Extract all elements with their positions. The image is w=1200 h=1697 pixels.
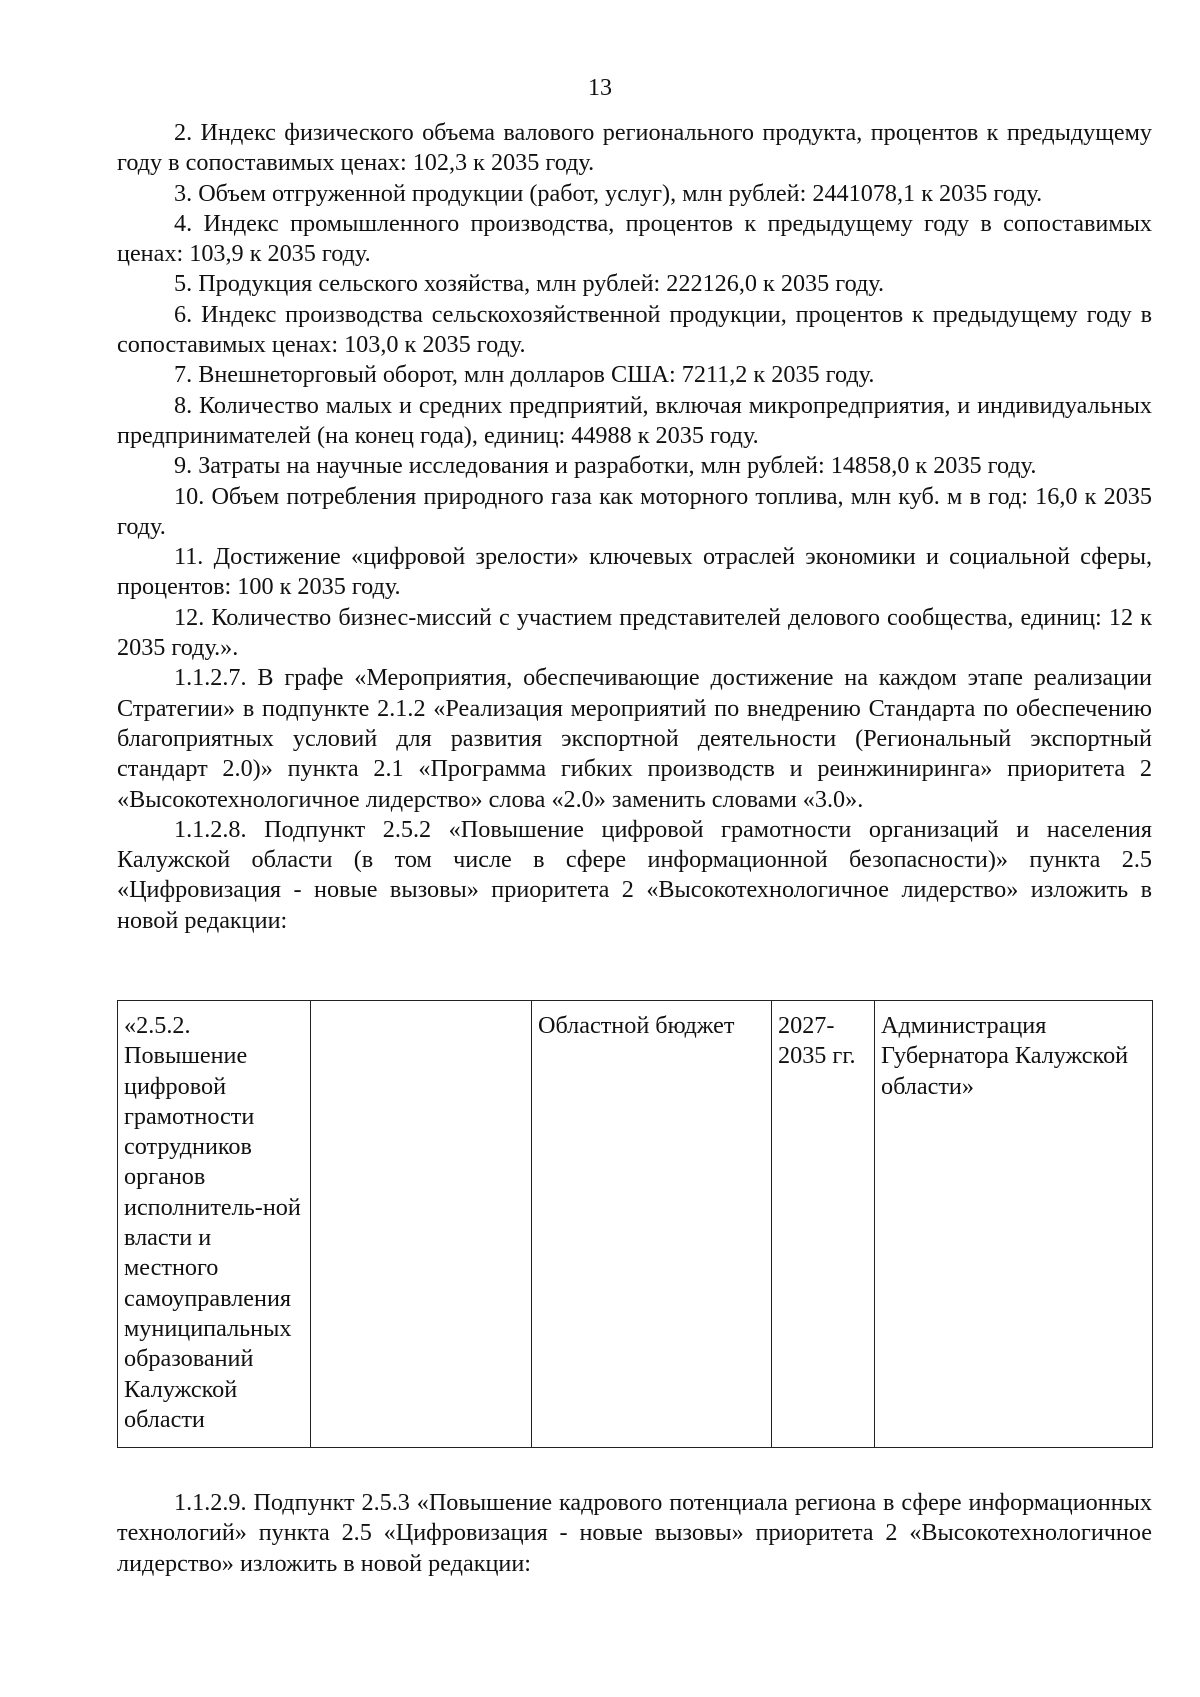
- paragraph-item-4: 4. Индекс промышленного производства, процентов к предыдущему году в сопоставимых ценах: 103,9 к 2035 году.: [117, 209, 1152, 268]
- paragraph-clause-1-1-2-7: 1.1.2.7. В графе «Мероприятия, обеспечивающие достижение на каждом этапе реализации Стратегии» в подпункте 2.1.2 «Реализация мероприятий по внедрению Стандарта по обеспечению благоприятных условий для развития экспортной деятельности (Региональный экспортный стандарт 2.0)» пункта 2.1 «Программа гибких производств и реинжиниринга» приоритета 2 «Высокотехнологичное лидерство» слова «2.0» заменить словами «3.0».: [117, 664, 1152, 813]
- page-number: 13: [588, 75, 612, 101]
- executor-cell: Администрация Губернатора Калужской области»: [875, 1001, 1153, 1448]
- document-body-continued: [117, 1488, 1152, 1579]
- period-cell: 2027-2035 гг.: [772, 1001, 875, 1448]
- table-row: [118, 1001, 1153, 1448]
- paragraph-item-7: 7. Внешнеторговый оборот, млн долларов США: 7211,2 к 2035 году.: [174, 361, 875, 389]
- paragraph-item-9: 9. Затраты на научные исследования и разработки, млн рублей: 14858,0 к 2035 году.: [174, 452, 1037, 480]
- paragraph-item-10: 10. Объем потребления природного газа как моторного топлива, млн куб. м в год: 16,0 к 2035 году.: [117, 482, 1152, 540]
- paragraph-item-11: 11. Достижение «цифровой зрелости» ключевых отраслей экономики и социальной сферы, процентов: 100 к 2035 году.: [117, 543, 1152, 601]
- paragraph-item-5: 5. Продукция сельского хозяйства, млн рублей: 222126,0 к 2035 году.: [174, 270, 885, 298]
- paragraph-clause-1-1-2-8: 1.1.2.8. Подпункт 2.5.2 «Повышение цифровой грамотности организаций и населения Калужской области (в том числе в сфере информационной безопасности)» пункта 2.5 «Цифровизация - новые вызовы» приоритета 2 «Высокотехнологичное лидерство» изложить в новой редакции:: [117, 815, 1152, 934]
- paragraph-item-8: 8. Количество малых и средних предприятий, включая микропредприятия, и индивидуальных предпринимателей (на конец года), единиц: 44988 к 2035 году.: [117, 391, 1152, 449]
- paragraph-item-12: 12. Количество бизнес-миссий с участием представителей делового сообщества, единиц: 12 к 2035 году.».: [117, 603, 1152, 662]
- paragraph-item-3: 3. Объем отгруженной продукции (работ, услуг), млн рублей: 2441078,1 к 2035 году.: [174, 179, 1043, 207]
- funding-source-cell: Областной бюджет: [532, 1001, 772, 1448]
- measure-cell: «2.5.2. Повышение цифровой грамотности сотрудников органов исполнитель-ной власти и местного самоуправления муниципальных образований Калужской области: [118, 1001, 311, 1448]
- empty-cell: [311, 1001, 532, 1448]
- paragraph-item-6: 6. Индекс производства сельскохозяйственной продукции, процентов к предыдущему году в сопоставимых ценах: 103,0 к 2035 году.: [117, 300, 1152, 359]
- paragraph-item-2: 2. Индекс физического объема валового регионального продукта, процентов к предыдущему году в сопоставимых ценах: 102,3 к 2035 году.: [117, 119, 1152, 177]
- document-body: [117, 118, 1152, 936]
- measure-table-wrapper: [117, 1000, 1152, 1448]
- measure-table: [117, 1000, 1153, 1448]
- paragraph-clause-1-1-2-9: 1.1.2.9. Подпункт 2.5.3 «Повышение кадрового потенциала региона в сфере информационных технологий» пункта 2.5 «Цифровизация - новые вызовы» приоритета 2 «Высокотехнологичное лидерство» изложить в новой редакции:: [117, 1489, 1152, 1577]
